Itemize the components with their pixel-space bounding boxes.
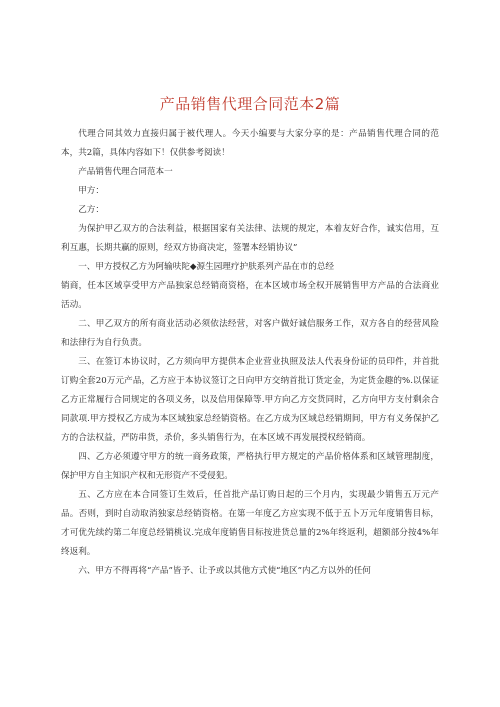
document-title: 产品销售代理合同范本2篇 bbox=[159, 95, 341, 113]
paragraph: 产品销售代理合同范本一 bbox=[78, 167, 173, 177]
paragraph: 五、乙方应在本合同签订生效后，任首批产品订购日起的三个月内，实现最少销售五万元产品。否则，到时自动取消独家总经销资格。在第一年度乙方应实现不低于五卜万元年度销售目标，才可优先续约第二年度总经销桃议.完成年度销售目标按进货总量的2%年终返利，超额部分按4%年终返利。 bbox=[61, 490, 439, 557]
paragraph: 六、甲方不得再将“产品”皆予、让予或以其他方式使“地区”内乙方以外的任何 bbox=[78, 566, 371, 576]
paragraph: 为保护甲乙双方的合法利益，根据国家有关法律、法规的规定，本着友好合作，诚实信用，互利互惠，长期共赢的原则，经双方协商决定，签署本经销协议” bbox=[61, 224, 439, 253]
paragraph: 三、在签订本协议时，乙方须向甲方提供本企业营业执照及法人代表身份证的员印件，并首批订购全套20万元产品，乙方应于本协议签订之日向甲方交纳首批订货定金，为定货金趣的%.以保证乙方正常履行合同规定的各项义务，以及信用保障等.甲方向乙方交货同时，乙方向甲方支付剩余合同款项.甲方授权乙方成为本区域独家总经销资格。在乙方成为区域总经销期间，甲方有义务保护乙方的合法权益，严防串货，杀价，多头销售行为，在本区域不再发展授权经销商。 bbox=[61, 357, 439, 443]
paragraph: 二、甲乙双方的所有商业活动必须依法经营，对客户做好诚信服务工作，双方各自的经营风险和法律行为自行负责。 bbox=[61, 319, 439, 348]
document-body bbox=[61, 125, 439, 581]
paragraph: 代理合同其效力直接归属于被代理人。今天小编要与大家分享的是：产品销售代理合同的范本，共2篇，具体内容如下！仅供参考阅读！ bbox=[61, 129, 439, 158]
paragraph: 甲方： bbox=[78, 186, 104, 196]
paragraph: 四、乙方必须遵守甲方的统一商务政策，严格执行甲方规定的产品价格体系和区域管理制度，保护甲方自主知识产权和无形资产不受侵犯。 bbox=[61, 452, 439, 481]
paragraph: 乙方： bbox=[78, 205, 104, 215]
paragraph: 销商，任本区域享受甲方产品独家总经销商资格，在本区域市场全权开展销售甲方产品的合法商业活动。 bbox=[61, 281, 439, 310]
paragraph: 一、甲方授权乙方为阿输呋陀◆源生园理疗护肤系列产品在市的总经 bbox=[78, 262, 335, 272]
